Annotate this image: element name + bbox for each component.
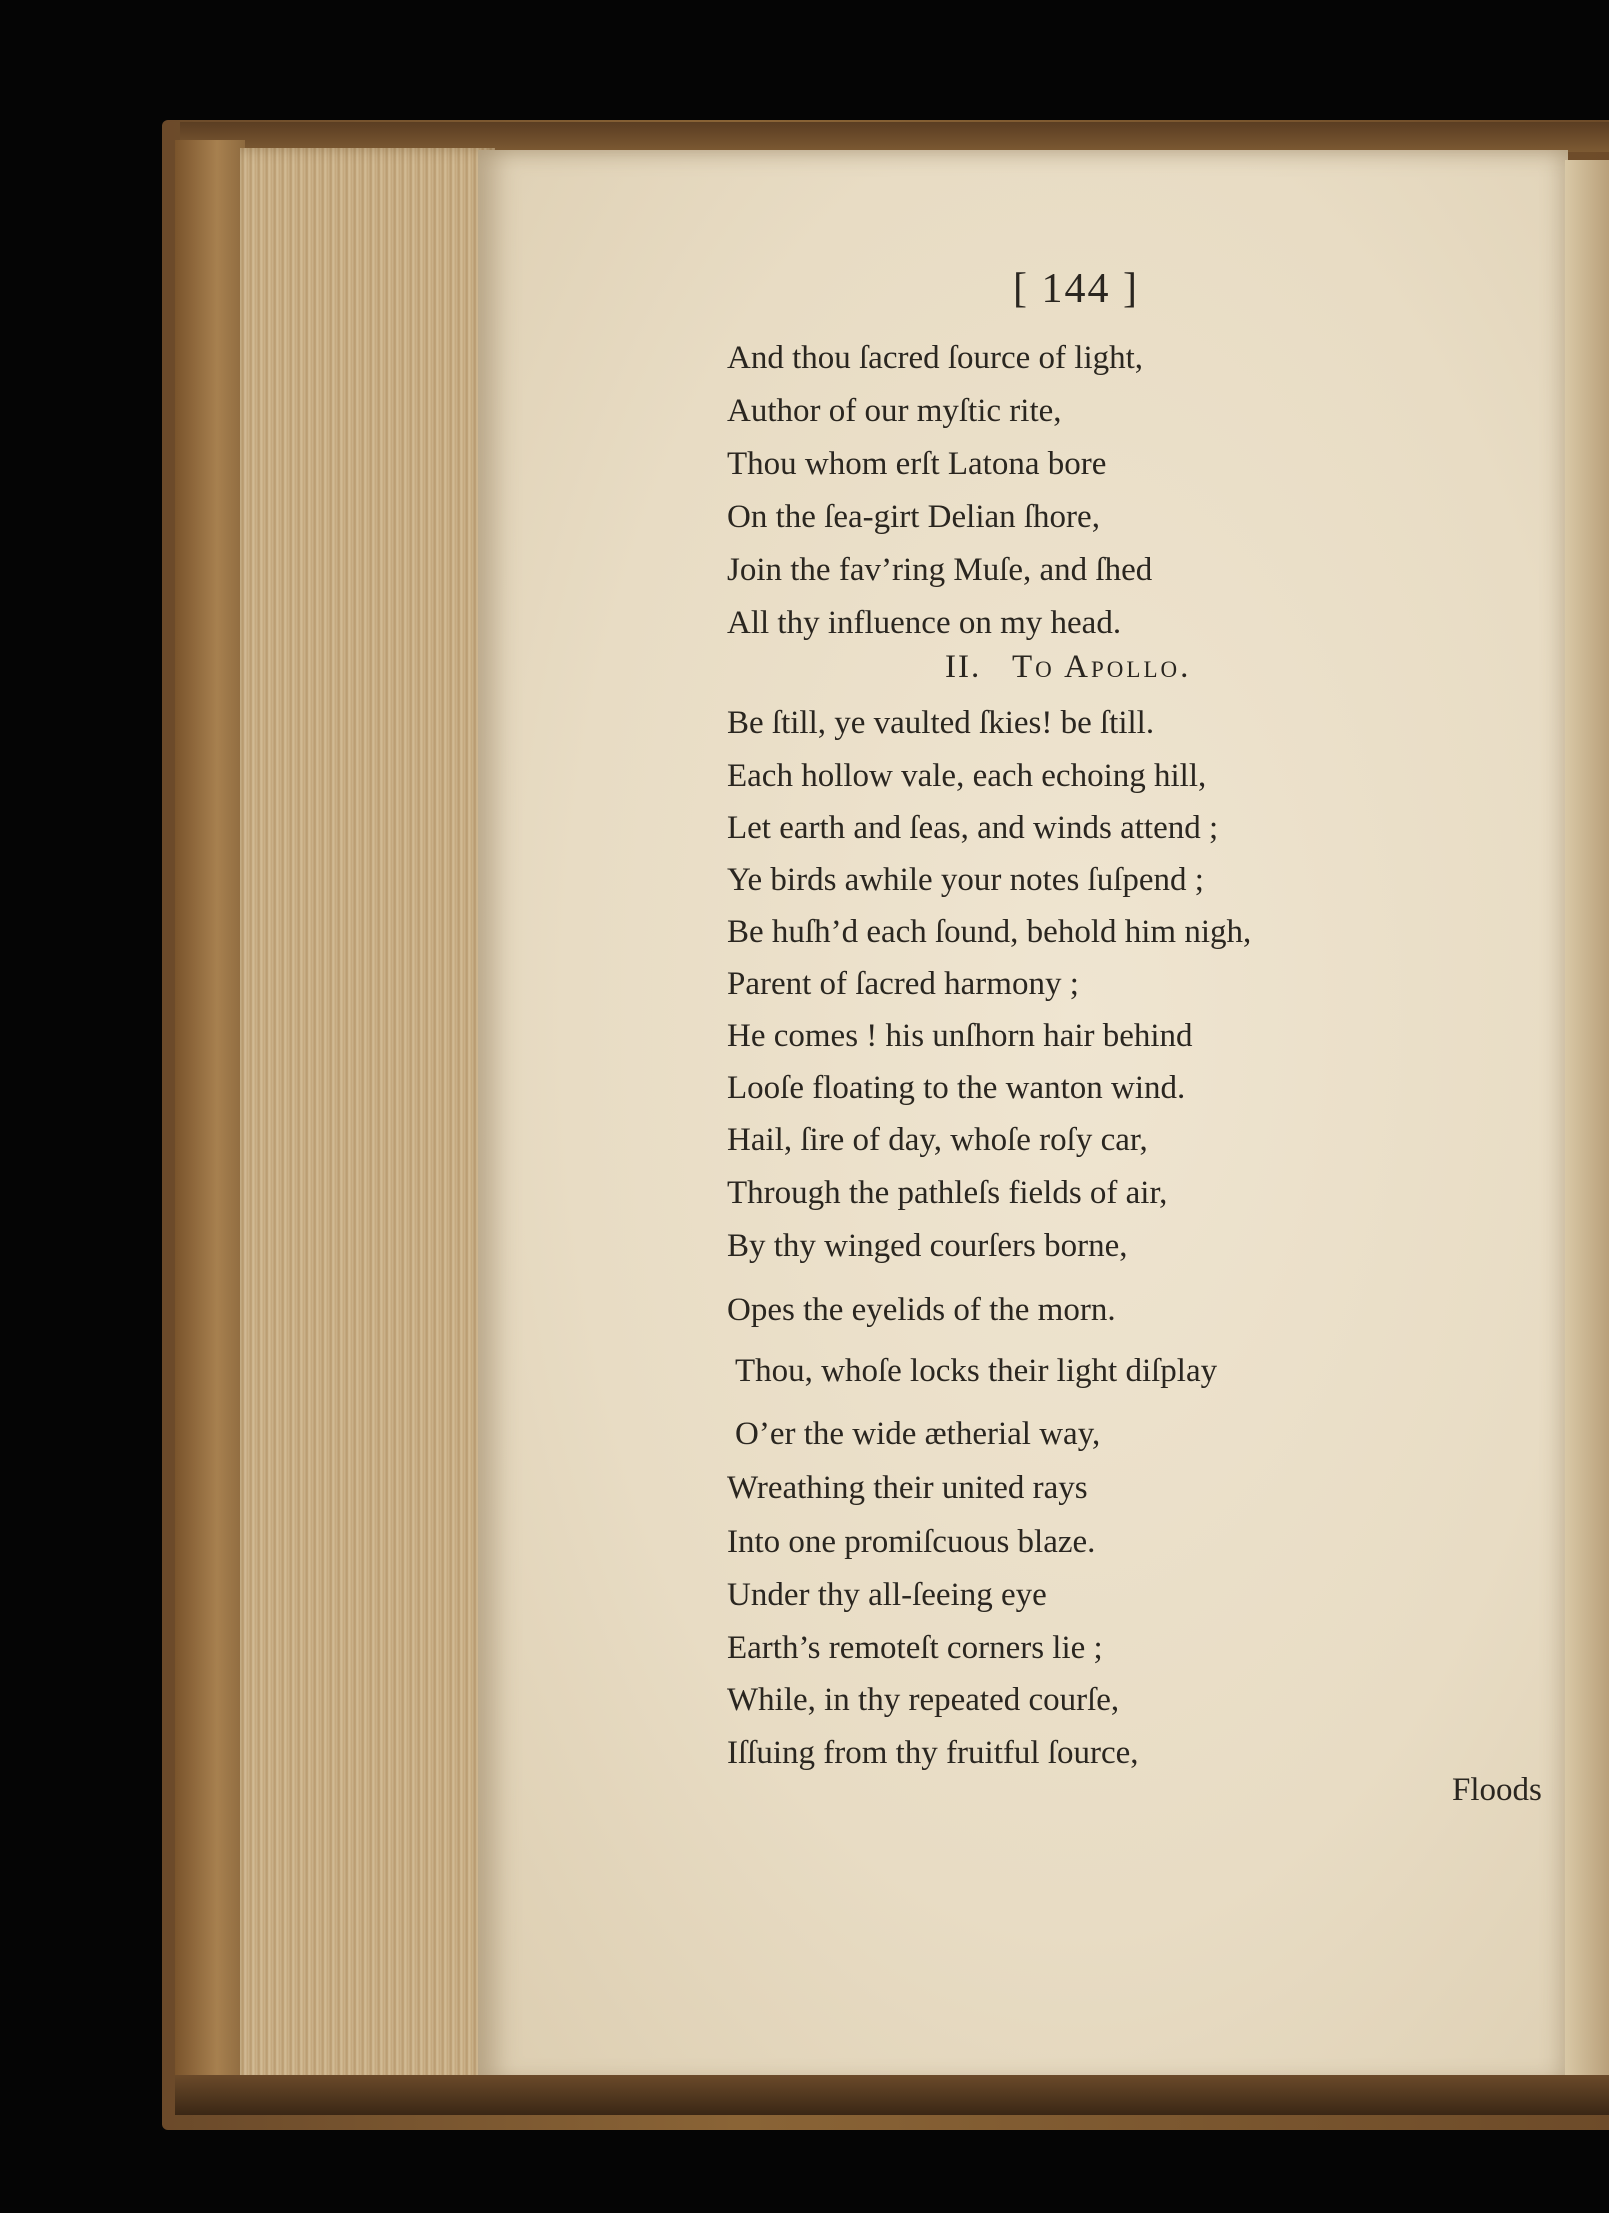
poem-line: Be huſh’d each ſound, behold him nigh, (727, 914, 1252, 950)
page-number: [ 144 ] (1013, 266, 1139, 312)
poem-line: Ye birds awhile your notes ſuſpend ; (727, 862, 1204, 898)
heading-numeral: II. (945, 649, 982, 685)
poem-line: Earth’s remoteſt corners lie ; (727, 1630, 1103, 1666)
poem-line: Opes the eyelids of the morn. (727, 1292, 1116, 1328)
poem-line: Looſe floating to the wanton wind. (727, 1070, 1186, 1106)
poem-line: Under thy all-ſeeing eye (727, 1577, 1047, 1613)
catchword: Floods (1452, 1772, 1542, 1808)
poem-line: By thy winged courſers borne, (727, 1228, 1128, 1264)
poem-line: Wreathing their united rays (727, 1470, 1088, 1506)
poem-line: Thou whom erſt Latona bore (727, 446, 1107, 482)
heading-title: To Apollo. (1011, 649, 1192, 685)
poem-line: Iſſuing from thy fruitful ſource, (727, 1735, 1139, 1771)
poem-line: Join the fav’ring Muſe, and ſhed (727, 552, 1153, 588)
poem-line: Let earth and ſeas, and winds attend ; (727, 810, 1219, 846)
poem-line: Thou, whoſe locks their light diſplay (735, 1353, 1218, 1389)
poem-line: Author of our myſtic rite, (727, 393, 1062, 429)
poem-line: Each hollow vale, each echoing hill, (727, 758, 1207, 794)
right-page-edge (1565, 160, 1609, 2090)
section-heading (945, 649, 1191, 686)
poem-line: Hail, ſire of day, whoſe roſy car, (727, 1122, 1148, 1158)
page-edges (240, 148, 495, 2090)
poem-line: Into one promiſcuous blaze. (727, 1524, 1096, 1560)
poem-line: While, in thy repeated courſe, (727, 1682, 1120, 1718)
poem-line: And thou ſacred ſource of light, (727, 340, 1144, 376)
left-cover-board (175, 140, 245, 2100)
poem-line: He comes ! his unſhorn hair behind (727, 1018, 1193, 1054)
poem-line: Parent of ſacred harmony ; (727, 966, 1079, 1002)
poem-line: All thy influence on my head. (727, 605, 1122, 641)
poem-line: Through the pathleſs fields of air, (727, 1175, 1168, 1211)
poem-line: Be ſtill, ye vaulted ſkies! be ſtill. (727, 705, 1155, 741)
book-page (478, 150, 1568, 2085)
bottom-cover-edge (175, 2075, 1609, 2115)
poem-line: On the ſea-girt Delian ſhore, (727, 499, 1100, 535)
poem-line: O’er the wide ætherial way, (735, 1416, 1101, 1452)
